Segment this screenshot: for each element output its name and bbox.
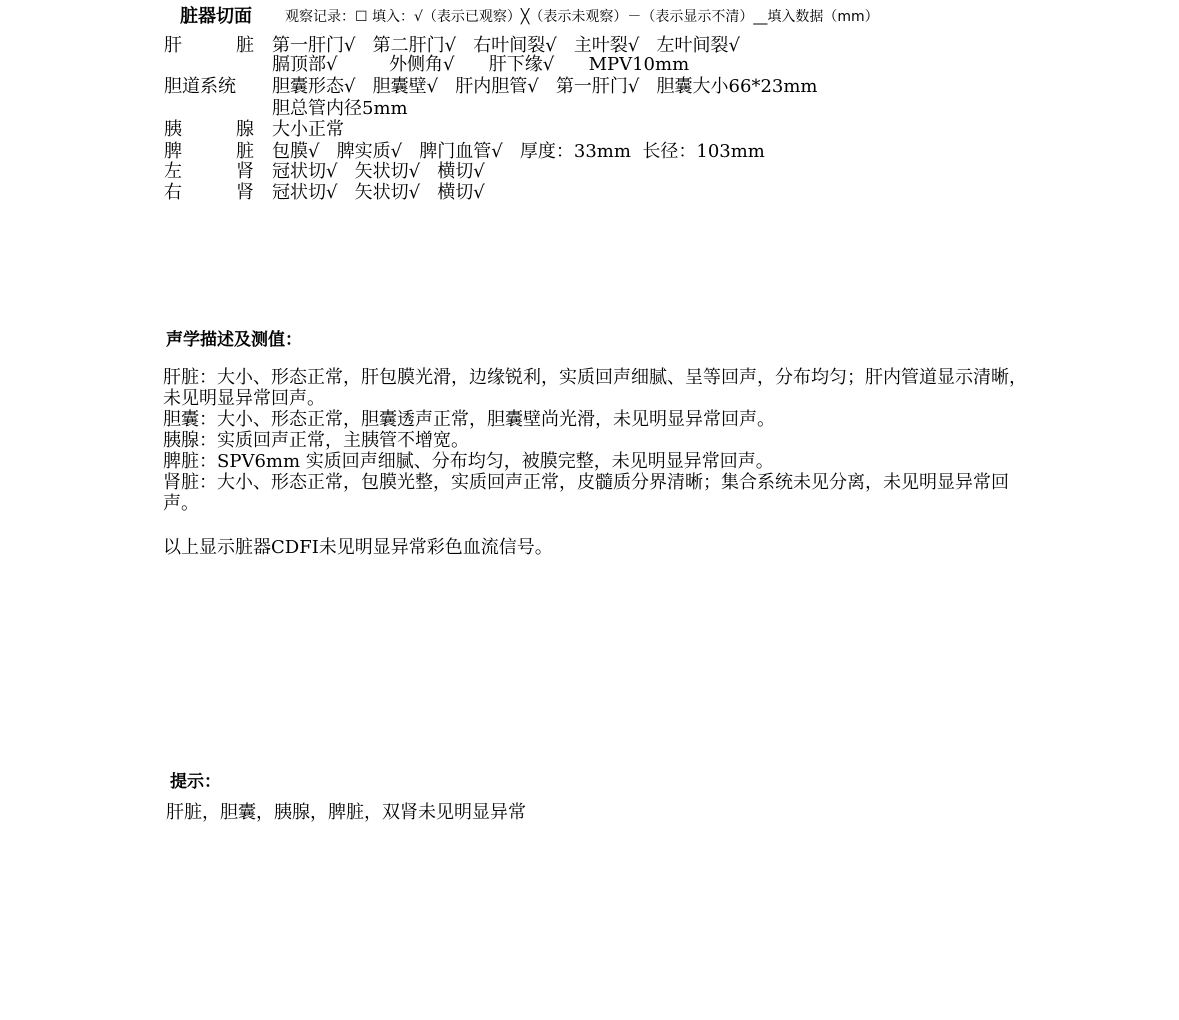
organ-label-pancreas <box>164 121 254 140</box>
liver-items-line1: 第一肝门√ 第二肝门√ 右叶间裂√ 主叶裂√ 左叶间裂√ <box>272 35 741 56</box>
biliary-items-line1: 胆囊形态√ 胆囊壁√ 肝内胆管√ 第一肝门√ 胆囊大小66*23mm <box>272 76 818 97</box>
hint-text: 肝脏，胆囊，胰腺，脾脏，双肾未见明显异常 <box>166 802 526 823</box>
acoustic-desc-liver: 肝脏：大小、形态正常，肝包膜光滑，边缘锐利，实质回声细腻、呈等回声，分布均匀；肝内管道显示清晰，未见明显异常回声。 <box>163 367 1027 409</box>
pancreas-items: 大小正常 <box>272 119 344 140</box>
organ-char: 右 <box>164 182 182 203</box>
acoustic-desc-pancreas: 胰腺：实质回声正常，主胰管不增宽。 <box>163 430 469 451</box>
organ-char: 脏 <box>236 141 254 162</box>
acoustic-desc-gallbladder: 胆囊：大小、形态正常，胆囊透声正常，胆囊壁尚光滑，未见明显异常回声。 <box>163 409 775 430</box>
liver-items-line2: 膈顶部√ 外侧角√ 肝下缘√ MPV10mm <box>272 54 690 75</box>
section-title: 脏器切面 <box>180 6 252 27</box>
acoustic-desc-kidney: 肾脏：大小、形态正常，包膜光整，实质回声正常，皮髓质分界清晰；集合系统未见分离，未见明显异常回声。 <box>163 472 1009 514</box>
organ-label-liver <box>164 37 254 56</box>
organ-label-biliary: 胆道系统 <box>164 76 236 97</box>
observation-legend: 观察记录：☐ 填入：√（表示已观察）╳（表示未观察）－（表示显示不清）__填入数据（mm） <box>285 9 879 25</box>
biliary-items-line2: 胆总管内径5mm <box>272 98 408 119</box>
organ-char: 脏 <box>236 35 254 56</box>
organ-char: 腺 <box>236 119 254 140</box>
organ-char: 胰 <box>164 119 182 140</box>
organ-char: 肾 <box>236 161 254 182</box>
right-kidney-items: 冠状切√ 矢状切√ 横切√ <box>272 182 485 203</box>
left-kidney-items: 冠状切√ 矢状切√ 横切√ <box>272 161 485 182</box>
acoustic-desc-spleen: 脾脏：SPV6mm 实质回声细腻、分布均匀，被膜完整，未见明显异常回声。 <box>163 451 774 472</box>
organ-label-spleen <box>164 143 254 162</box>
organ-char: 肝 <box>164 35 182 56</box>
organ-char: 脾 <box>164 141 182 162</box>
spleen-items: 包膜√ 脾实质√ 脾门血管√ 厚度：33mm 长径：103mm <box>272 141 765 162</box>
hint-title: 提示： <box>170 772 221 792</box>
cdfi-statement: 以上显示脏器CDFI未见明显异常彩色血流信号。 <box>163 537 553 558</box>
organ-char: 左 <box>164 161 182 182</box>
organ-label-right-kidney <box>164 184 254 203</box>
organ-char: 肾 <box>236 182 254 203</box>
acoustic-title: 声学描述及测值： <box>166 330 302 350</box>
organ-label-left-kidney <box>164 163 254 182</box>
